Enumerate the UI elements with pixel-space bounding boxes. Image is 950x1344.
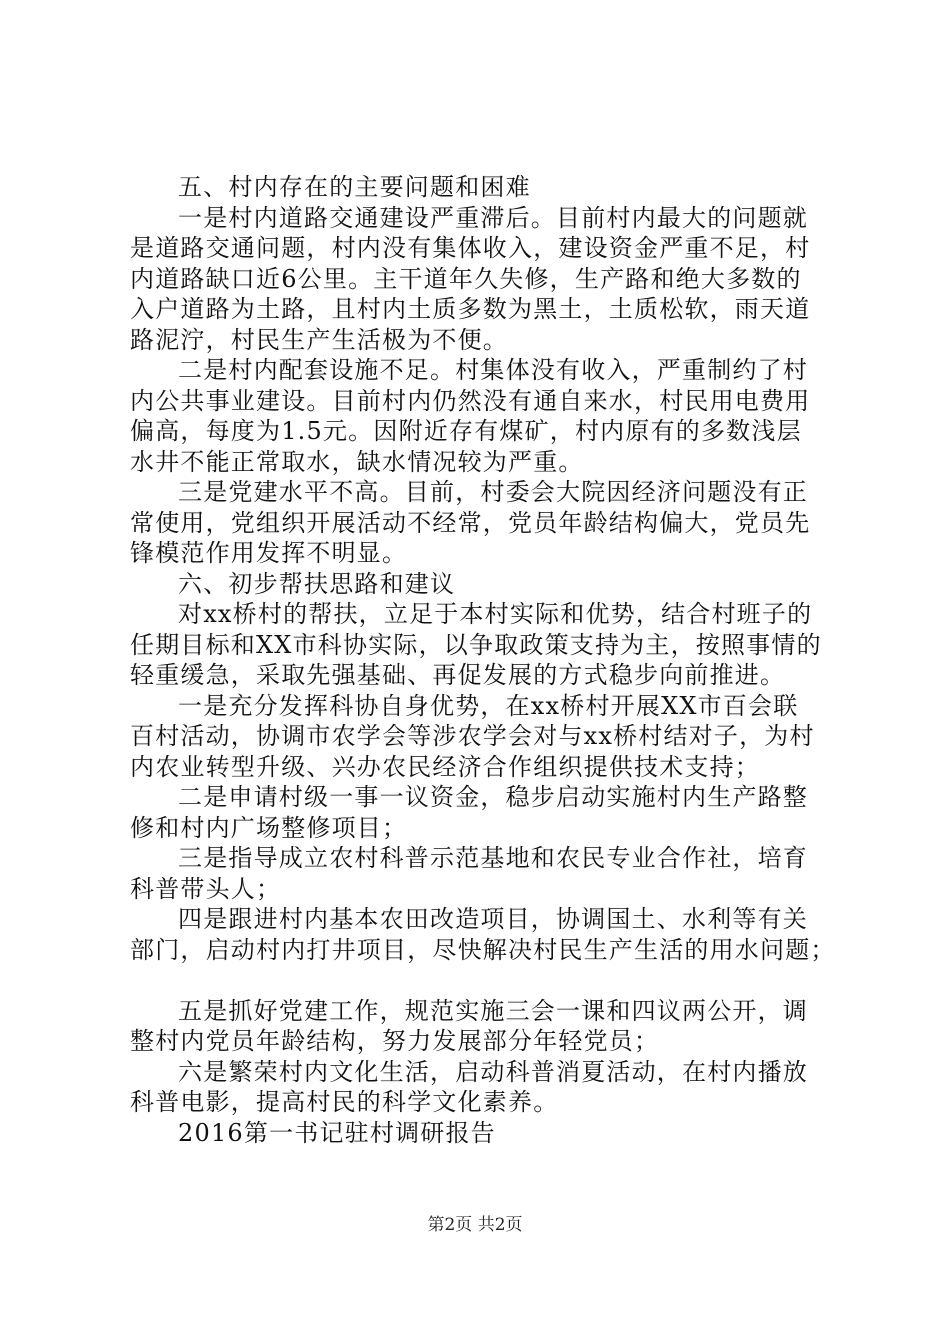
paragraph-line: 一是村内道路交通建设严重滞后。目前村内最大的问题就 (178, 203, 808, 232)
blank-line (130, 965, 830, 996)
paragraph-line: 锋模范作用发挥不明显。 (130, 539, 408, 567)
paragraph-line: 是道路交通问题，村内没有集体收入，建设资金严重不足，村 (130, 234, 811, 262)
paragraph-line: 整村内党员年龄结构，努力发展部分年轻党员； (130, 1027, 660, 1055)
paragraph-line: 常使用，党组织开展活动不经常，党员年龄结构偏大，党员先 (130, 508, 811, 537)
paragraph-line: 轻重缓急，采取先强基础、再促发展的方式稳步向前推进。 (130, 661, 786, 689)
paragraph-line: 三是党建水平不高。目前，村委会大院因经济问题没有正 (178, 478, 808, 506)
paragraph-line: 内公共事业建设。目前村内仍然没有通自来水，村民用电费用 (130, 386, 811, 415)
paragraph-line: 内农业转型升级、兴办农民经济合作组织提供技术支持； (130, 752, 760, 781)
paragraph-line: 任期目标和XX市科协实际，以争取政策支持为主，按照事情的 (130, 630, 822, 659)
paragraph-line: 对xx桥村的帮扶，立足于本村实际和优势，结合村班子的 (178, 600, 813, 628)
paragraph-line: 入户道路为土路，且村内土质多数为黑土，土质松软，雨天道 (130, 295, 811, 323)
document-body (130, 172, 836, 1148)
paragraph-line: 三是指导成立农村科普示范基地和农民专业合作社，培育 (178, 844, 808, 872)
paragraph-line: 部门，启动村内打井项目，尽快解决村民生产生活的用水问题； (130, 935, 836, 964)
paragraph-line: 六是繁荣村内文化生活，启动科普消夏活动，在村内播放 (178, 1057, 808, 1086)
paragraph-line: 偏高，每度为1.5元。因附近存有煤矿，村内原有的多数浅层 (130, 417, 802, 445)
paragraph-line: 修和村内广场整修项目； (130, 813, 408, 842)
section-heading-suggestions: 六、初步帮扶思路和建议 (178, 569, 456, 598)
paragraph-line: 五是抓好党建工作，规范实施三会一课和四议两公开，调 (178, 996, 808, 1025)
section-heading-problems: 五、村内存在的主要问题和困难 (178, 173, 531, 201)
paragraph-line: 内道路缺口近6公里。主干道年久失修，生产路和绝大多数的 (130, 264, 802, 293)
paragraph-line: 科普带头人； (130, 874, 282, 903)
paragraph-line: 二是村内配套设施不足。村集体没有收入，严重制约了村 (178, 356, 808, 384)
paragraph-line: 一是充分发挥科协自身优势，在xx桥村开展XX市百会联 (178, 691, 799, 720)
paragraph-line: 路泥泞，村民生产生活极为不便。 (130, 325, 508, 354)
page-number: 第2页 共2页 (427, 1215, 523, 1235)
report-title-line: 2016第一书记驻村调研报告 (178, 1118, 496, 1147)
paragraph-line: 二是申请村级一事一议资金，稳步启动实施村内生产路整 (178, 783, 808, 811)
page-footer (0, 1214, 950, 1236)
paragraph-line: 科普电影，提高村民的科学文化素养。 (130, 1088, 559, 1116)
paragraph-line: 四是跟进村内基本农田改造项目，协调国土、水利等有关 (178, 905, 808, 933)
paragraph-line: 水井不能正常取水，缺水情况较为严重。 (130, 447, 584, 476)
paragraph-line: 百村活动，协调市农学会等涉农学会对与xx桥村结对子，为村 (130, 722, 815, 750)
